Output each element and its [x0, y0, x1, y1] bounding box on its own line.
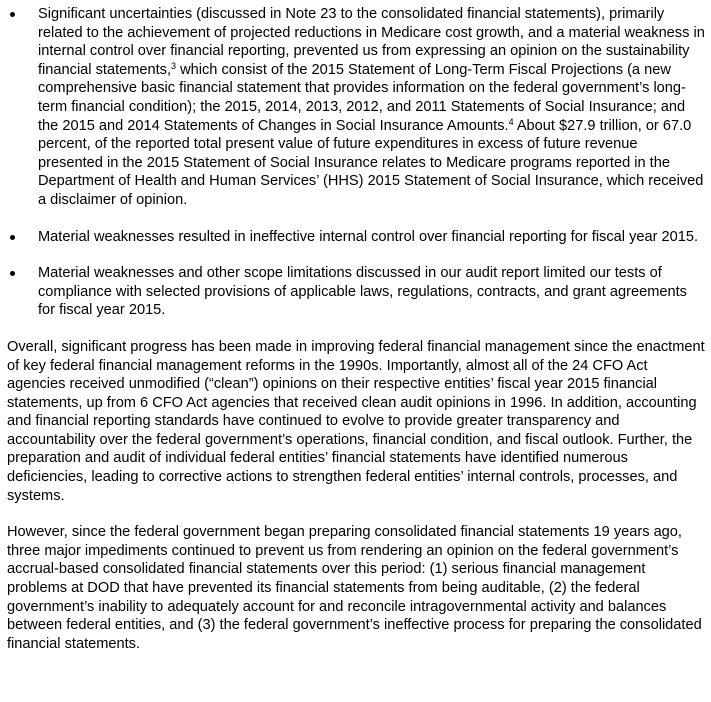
footnote-marker: 3 — [171, 60, 177, 71]
bullet-text-part: Significant uncertainties (discussed in Note 23 to the consolidated financial statements), primarily related to the achievement of projected reductions in Medicare cost growth, and a material weakness in internal control over financial reporting, prevented us from expressing an opinion on the sustainability financial statements, — [38, 6, 705, 78]
findings-bullet-list — [7, 5, 705, 320]
bullet-text-part: which consist of the 2015 Statement of Long-Term Fiscal Projections (a new comprehensive basic financial statement that provides information on the federal government’s long-term financial condition); the 2015, 2014, 2013, 2012, and 2011 Statements of Social Insurance; and the 2015 and 2014 Statements of Changes in Social Insurance Amounts. — [38, 61, 686, 134]
bullet-text: Material weaknesses and other scope limitations discussed in our audit report limited our tests of compliance with selected provisions of applicable laws, regulations, contracts, and grant agreements for fiscal year 2015. — [38, 265, 687, 319]
bullet-item-internal-control — [7, 228, 705, 247]
bullet-item-compliance — [7, 264, 705, 320]
document-page — [7, 5, 705, 671]
paragraph-impediments: However, since the federal government began preparing consolidated financial statements 19 years ago, three major impediments continued to prevent us from rendering an opinion on the federal government’s accrual-based consolidated financial statements over this period: (1) serious financial management problems at DOD that have prevented its financial statements from being auditable, (2) the federal government’s inability to adequately account for and reconcile intragovernmental activity and balances between federal entities, and (3) the federal government’s ineffective process for preparing the consolidated financial statements. — [7, 524, 702, 652]
bullet-text: Material weaknesses resulted in ineffective internal control over financial reporting for fiscal year 2015. — [38, 228, 699, 245]
bullet-text — [38, 5, 705, 210]
footnote-marker: 4 — [508, 116, 514, 127]
paragraph-progress: Overall, significant progress has been made in improving federal financial management since the enactment of key federal financial management reforms in the 1990s. Importantly, almost all of the 24 CFO Act agencies received unmodified (“clean”) opinions on their respective entities’ fiscal year 2015 financial statements, up from 6 CFO Act agencies that received clean audit opinions in 1996. In addition, accounting and financial reporting standards have continued to evolve to provide greater transparency and accountability over the federal government’s operations, financial condition, and fiscal outlook. Further, the preparation and audit of individual federal entities’ financial statements have identified numerous deficiencies, leading to corrective actions to strengthen federal entities’ internal controls, processes, and systems. — [7, 338, 705, 504]
bullet-item-uncertainties — [7, 5, 705, 210]
bullet-text-part: About $27.9 trillion, or 67.0 percent, of the reported total present value of future expenditures in excess of future revenue presented in the 2015 Statement of Social Insurance relates to Medicare programs reported in the Department of Health and Human Services’ (HHS) 2015 Statement of Social Insurance, which received a disclaimer of opinion. — [38, 117, 704, 208]
